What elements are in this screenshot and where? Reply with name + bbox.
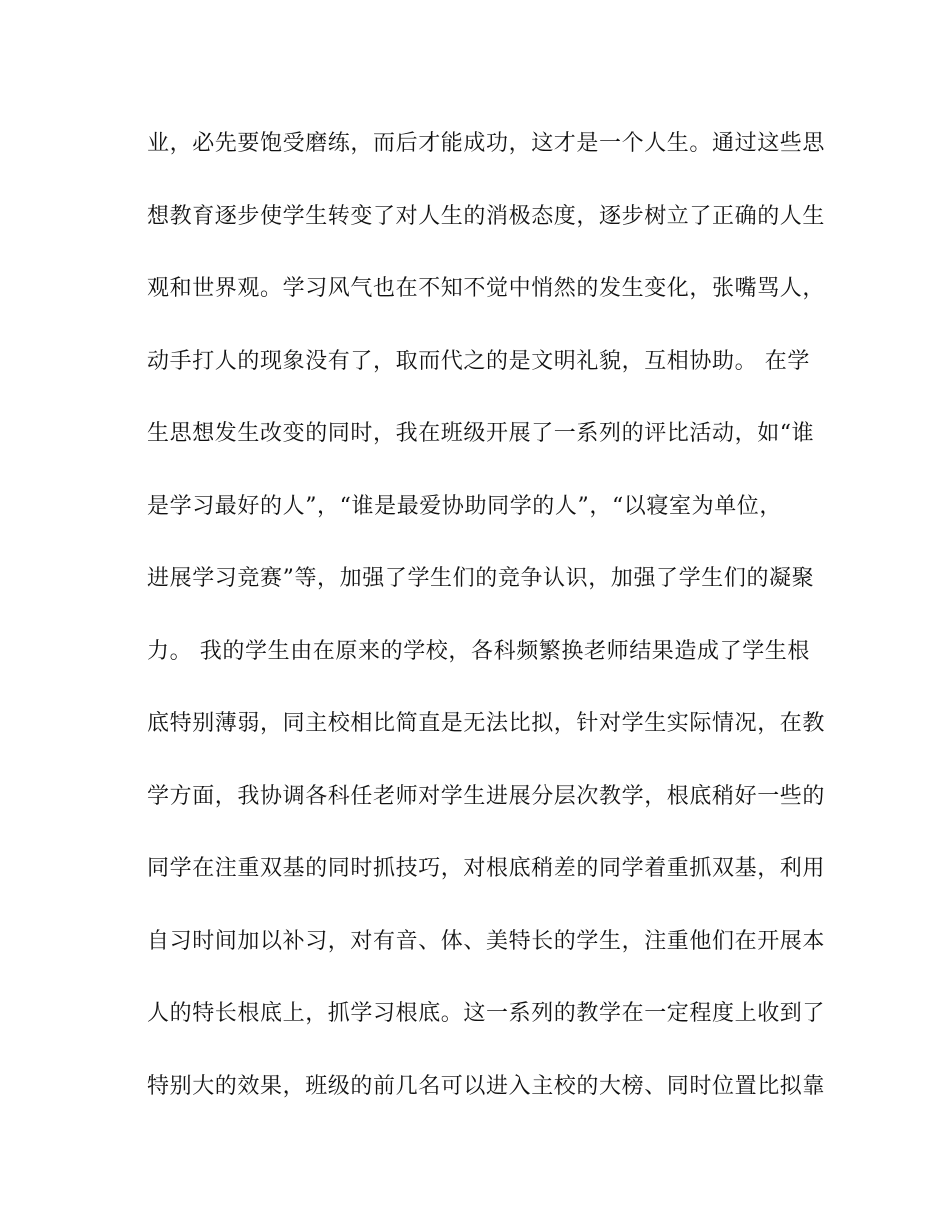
text-line-1: 业，必先要饱受磨练，而后才能成功，这才是一个人生。通过这些思	[147, 131, 826, 156]
text-line-11: 同学在注重双基的同时抓技巧，对根底稍差的同学着重抓双基，利用	[147, 856, 826, 881]
text-line-13: 人的特长根底上，抓学习根底。这一系列的教学在一定程度上收到了	[147, 1001, 826, 1026]
text-line-14: 特别大的效果，班级的前几名可以进入主校的大榜、同时位置比拟靠	[147, 1073, 826, 1099]
text-line-8: 力。 我的学生由在原来的学校，各科频繁换老师结果造成了学生根	[147, 638, 810, 664]
text-line-12: 自习时间加以补习，对有音、体、美特长的学生，注重他们在开展本	[147, 928, 826, 954]
text-line-7: 进展学习竞赛”等，加强了学生们的竞争认识，加强了学生们的凝聚	[147, 566, 815, 591]
text-line-3: 观和世界观。学习风气也在不知不觉中悄然的发生变化，张嘴骂人，	[147, 276, 826, 301]
text-line-10: 学方面，我协调各科任老师对学生进展分层次教学，根底稍好一些的	[147, 783, 826, 809]
text-line-4: 动手打人的现象没有了，取而代之的是文明礼貌，互相协助。 在学	[147, 348, 810, 374]
body-text	[147, 120, 826, 1135]
text-line-5: 生思想发生改变的同时，我在班级开展了一系列的评比活动，如“谁	[147, 421, 815, 446]
text-line-2: 想教育逐步使学生转变了对人生的消极态度，逐步树立了正确的人生	[147, 203, 826, 229]
text-line-6: 是学习最好的人”，“谁是最爱协助同学的人”，“以寝室为单位，	[147, 493, 782, 519]
text-line-9: 底特别薄弱，同主校相比简直是无法比拟，针对学生实际情况，在教	[147, 711, 826, 736]
